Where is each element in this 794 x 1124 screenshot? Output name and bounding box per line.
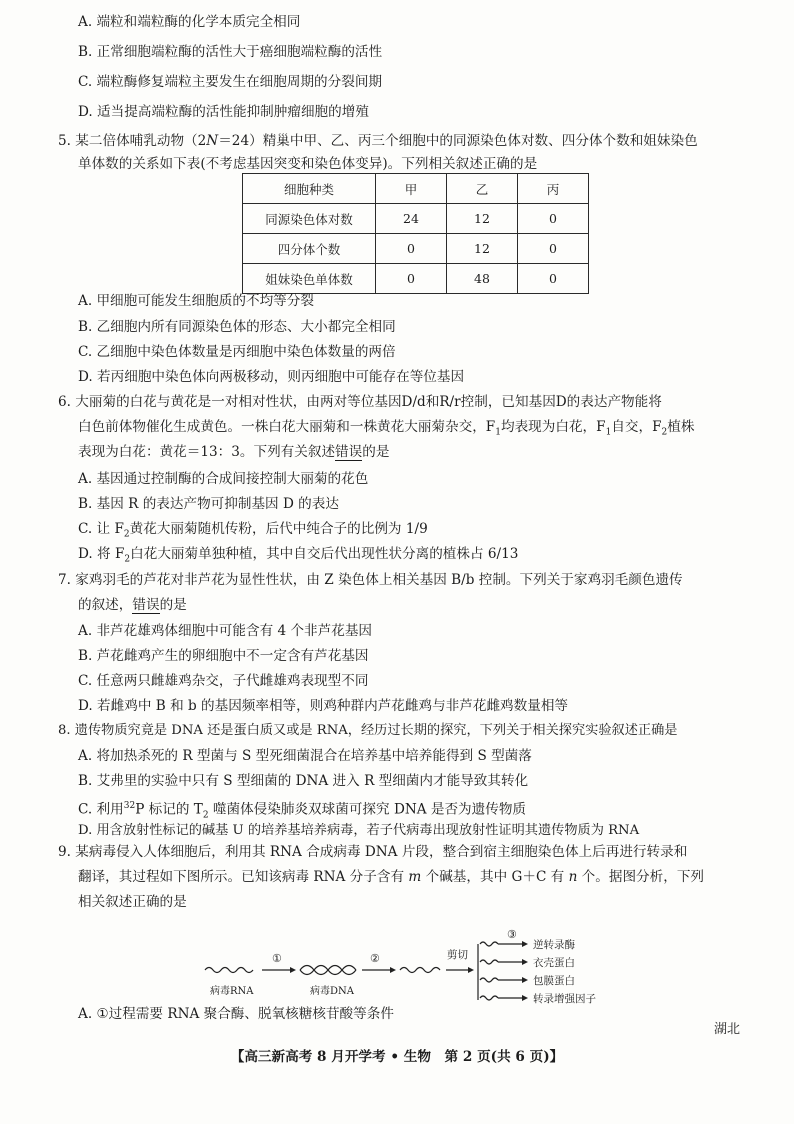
option-part: D. 将 F bbox=[78, 546, 125, 562]
mrna-product-4 bbox=[480, 996, 498, 1000]
q5-option-c: C. 乙细胞中染色体数量是丙细胞中染色体数量的两倍 bbox=[78, 344, 396, 360]
q9-stem-line2 bbox=[78, 868, 704, 886]
mrna-product-1 bbox=[480, 942, 498, 946]
table-header-cell: 乙 bbox=[447, 174, 518, 204]
product-label: 逆转录酶 bbox=[533, 939, 575, 951]
arrowhead bbox=[522, 941, 528, 947]
q5-stem-part: ＝24）精巢中甲、乙、丙三个细胞中的同源染色体对数、四分体个数和姐妹染色 bbox=[218, 133, 698, 149]
table-cell: 同源染色体对数 bbox=[243, 204, 376, 234]
option-part: 白花大丽菊单独种植，其中自交后代出现性状分离的植株占 6/13 bbox=[130, 546, 519, 562]
subscript: 2 bbox=[123, 529, 130, 540]
q7-option-a: A. 非芦花雄鸡体细胞中可能含有 4 个非芦花基因 bbox=[78, 623, 373, 639]
table-header-cell: 细胞种类 bbox=[243, 174, 376, 204]
q9-stem-part: 个碱基，其中 G＋C 有 bbox=[421, 869, 569, 885]
viral-dna-strand-2 bbox=[300, 966, 356, 975]
table-row bbox=[243, 234, 589, 264]
emphasis-error: 错误 bbox=[132, 597, 160, 613]
table-row bbox=[243, 204, 589, 234]
q5-stem-part: 5. 某二倍体哺乳动物（2 bbox=[58, 133, 207, 149]
table-cell: 48 bbox=[447, 264, 518, 294]
arrowhead bbox=[390, 967, 396, 973]
mrna-product-2 bbox=[480, 960, 498, 964]
subscript: 2 bbox=[661, 427, 668, 438]
q6-stem-part: 的是 bbox=[362, 444, 390, 460]
q7-option-d: D. 若雌鸡中 B 和 b 的基因频率相等，则鸡种群内芦花雌鸡与非芦花雌鸡数量相等 bbox=[78, 698, 569, 714]
q6-stem-part: 均表现为白花，F bbox=[500, 419, 606, 435]
arrowhead bbox=[468, 967, 474, 973]
q5-option-b: B. 乙细胞内所有同源染色体的形态、大小都完全相同 bbox=[78, 319, 396, 335]
subscript: 2 bbox=[202, 810, 209, 821]
option-part: C. 让 F bbox=[78, 521, 124, 537]
q4-option-c: C. 端粒酶修复端粒主要发生在细胞周期的分裂间期 bbox=[78, 74, 383, 90]
label-step-1: ① bbox=[272, 952, 282, 965]
q6-option-b: B. 基因 R 的表达产物可抑制基因 D 的表达 bbox=[78, 496, 339, 512]
q5-stem-italic-n: N bbox=[206, 133, 219, 149]
page-footer: 【高三新高考 8 月开学考 • 生物 第 2 页(共 6 页)】 bbox=[230, 1049, 564, 1065]
superscript: 32 bbox=[123, 801, 136, 811]
table-cell: 0 bbox=[518, 264, 589, 294]
option-part: C. 利用 bbox=[78, 801, 124, 818]
table-cell: 四分体个数 bbox=[243, 234, 376, 264]
product-label: 转录增强因子 bbox=[533, 993, 596, 1005]
table-cell: 0 bbox=[518, 234, 589, 264]
q5-stem-line2: 单体数的关系如下表(不考虑基因突变和染色体变异)。下列相关叙述正确的是 bbox=[78, 156, 538, 172]
q8-option-c bbox=[78, 797, 526, 824]
product-label: 衣壳蛋白 bbox=[533, 957, 575, 969]
italic-n: n bbox=[568, 869, 578, 885]
q6-option-a: A. 基因通过控制酶的合成间接控制大丽菊的花色 bbox=[78, 471, 369, 487]
q7-stem-part: 的是 bbox=[159, 597, 187, 613]
q5-option-d: D. 若丙细胞中染色体向两极移动，则丙细胞中可能存在等位基因 bbox=[78, 369, 465, 385]
arrowhead bbox=[522, 995, 528, 1001]
virus-replication-diagram bbox=[200, 928, 620, 1008]
q6-stem-part: 植株 bbox=[667, 419, 695, 435]
q8-stem: 8. 遗传物质究竟是 DNA 还是蛋白质又或是 RNA，经历过长期的探究，下列关于相关探究实验叙述正确是 bbox=[58, 723, 678, 738]
viral-rna-strand bbox=[205, 968, 253, 973]
label-viral-rna: 病毒RNA bbox=[210, 986, 254, 997]
table-row bbox=[243, 264, 589, 294]
option-part: 黄花大丽菊随机传粉，后代中纯合子的比例为 1/9 bbox=[129, 521, 428, 537]
product-label: 包膜蛋白 bbox=[533, 975, 575, 987]
label-step-2: ② bbox=[370, 952, 380, 965]
table-cell: 0 bbox=[518, 204, 589, 234]
q4-option-d: D. 适当提高端粒酶的活性能抑制肿瘤细胞的增殖 bbox=[78, 104, 369, 120]
q9-stem-part: 翻译，其过程如下图所示。已知该病毒 RNA 分子含有 bbox=[78, 869, 409, 885]
q6-option-c bbox=[78, 520, 428, 544]
q9-stem-line1: 9. 某病毒侵入人体细胞后，利用其 RNA 合成病毒 DNA 片段，整合到宿主细胞染色体上后再进行转录和 bbox=[58, 844, 688, 860]
q7-stem-line1: 7. 家鸡羽毛的芦花对非芦花为显性性状，由 Z 染色体上相关基因 B/b 控制。下列关于家鸡羽毛颜色遗传 bbox=[58, 572, 683, 588]
label-viral-dna: 病毒DNA bbox=[310, 986, 354, 997]
table-cell: 12 bbox=[447, 204, 518, 234]
emphasis-error: 错误 bbox=[335, 444, 363, 460]
q6-stem-line3 bbox=[78, 443, 389, 461]
subscript: 1 bbox=[495, 427, 501, 438]
q6-stem-part: 表现为白花：黄花＝13：3。下列有关叙述 bbox=[78, 444, 336, 460]
label-step-3: ③ bbox=[507, 928, 517, 941]
table-header-cell: 丙 bbox=[518, 174, 589, 204]
subscript: 2 bbox=[124, 554, 131, 565]
q5-data-table bbox=[242, 173, 589, 294]
region-label: 湖北 bbox=[714, 1022, 741, 1037]
q4-option-b: B. 正常细胞端粒酶的活性大于癌细胞端粒酶的活性 bbox=[78, 44, 383, 60]
option-part: P 标记的 T bbox=[135, 801, 203, 818]
q8-option-b: B. 艾弗里的实验中只有 S 型细菌的 DNA 进入 R 型细菌内才能导致其转化 bbox=[78, 773, 529, 789]
q6-stem-part: 自交，F bbox=[611, 419, 662, 435]
q5-option-a: A. 甲细胞可能发生细胞质的不均等分裂 bbox=[78, 293, 314, 309]
q8-option-d: D. 用含放射性标记的碱基 U 的培养基培养病毒，若子代病毒出现放射性证明其遗传物质为 RNA bbox=[78, 823, 640, 838]
q6-stem-part: 白色前体物催化生成黄色。一株白花大丽菊和一株黄花大丽菊杂交，F bbox=[78, 419, 496, 435]
q6-option-d bbox=[78, 545, 518, 569]
mrna-product-3 bbox=[480, 978, 498, 982]
arrowhead bbox=[522, 977, 528, 983]
table-cell: 12 bbox=[447, 234, 518, 264]
option-part: 噬菌体侵染肺炎双球菌可探究 DNA 是否为遗传物质 bbox=[208, 801, 527, 818]
table-cell: 姐妹染色单体数 bbox=[243, 264, 376, 294]
q5-stem-line1 bbox=[58, 132, 698, 150]
q9-option-a: A. ①过程需要 RNA 聚合酶、脱氧核糖核苷酸等条件 bbox=[78, 1006, 394, 1022]
italic-m: m bbox=[408, 869, 422, 885]
table-header-cell: 甲 bbox=[376, 174, 447, 204]
q7-stem-line2 bbox=[78, 596, 187, 614]
q7-option-c: C. 任意两只雌雄鸡杂交，子代雌雄鸡表现型不同 bbox=[78, 673, 369, 689]
q4-option-a: A. 端粒和端粒酶的化学本质完全相同 bbox=[78, 14, 301, 30]
table-header-row bbox=[243, 174, 589, 204]
table-cell: 24 bbox=[376, 204, 447, 234]
arrowhead bbox=[522, 959, 528, 965]
table-cell: 0 bbox=[376, 234, 447, 264]
q6-stem-line2 bbox=[78, 418, 694, 442]
q7-option-b: B. 芦花雌鸡产生的卵细胞中不一定含有芦花基因 bbox=[78, 648, 369, 664]
rna-transcript bbox=[400, 968, 440, 973]
arrowhead bbox=[290, 967, 296, 973]
q9-stem-part: 个。据图分析，下列 bbox=[577, 869, 705, 885]
q9-stem-line3: 相关叙述正确的是 bbox=[78, 894, 187, 910]
q7-stem-part: 的叙述， bbox=[78, 597, 133, 613]
table-cell: 0 bbox=[376, 264, 447, 294]
q6-stem-line1: 6. 大丽菊的白花与黄花是一对相对性状，由两对等位基因D/d和R/r控制，已知基因D的表达产物能将 bbox=[58, 394, 662, 410]
q8-option-a: A. 将加热杀死的 R 型菌与 S 型死细菌混合在培养基中培养能得到 S 型菌落 bbox=[78, 748, 532, 764]
label-cut: 剪切 bbox=[447, 949, 468, 961]
subscript: 1 bbox=[605, 427, 612, 438]
